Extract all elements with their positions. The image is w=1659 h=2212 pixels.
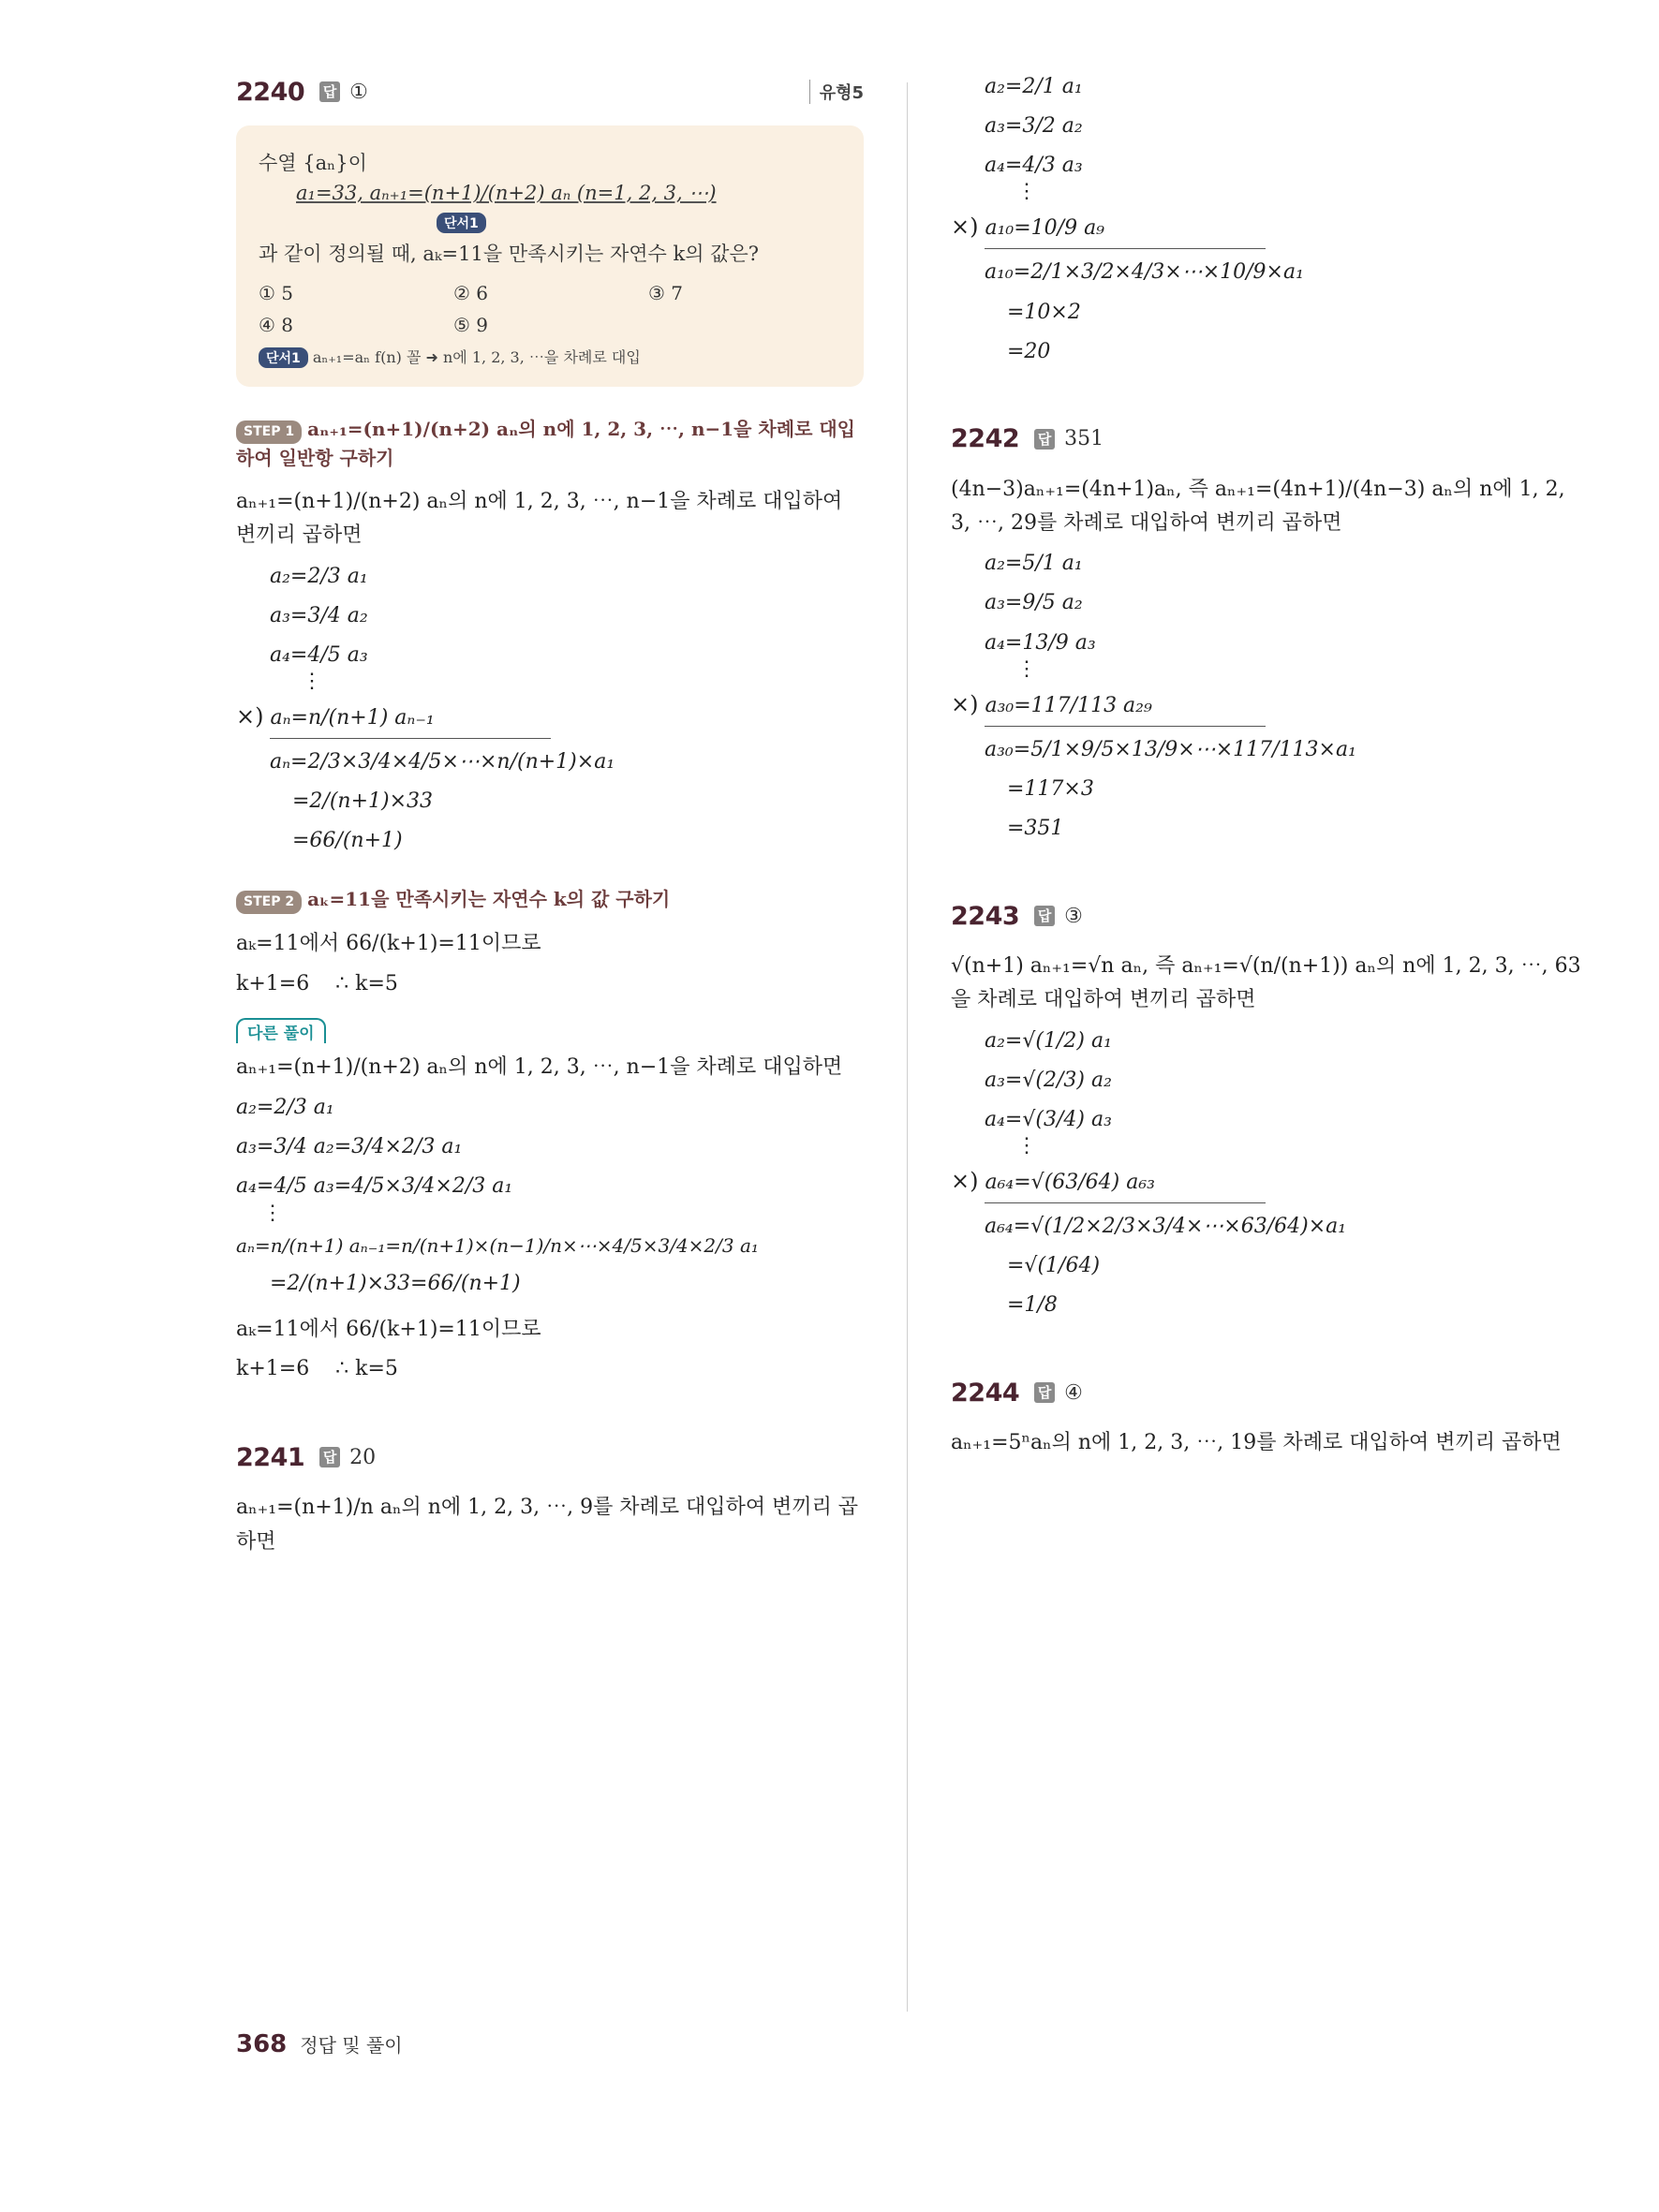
solution-text: aₙ₊₁=(n+1)/(n+2) aₙ의 n에 1, 2, 3, ⋯, n−1을 차례로 대입하여 변끼리 곱하면 [236, 490, 843, 548]
page-footer [236, 2030, 403, 2058]
question-line: 수열 {aₙ}이 [259, 152, 367, 174]
answer-value: 351 [1064, 427, 1104, 451]
solution-text: aₙ₊₁=(n+1)/n aₙ의 n에 1, 2, 3, ⋯, 9를 차례로 대입하여 변끼리 곱하면 [236, 1496, 859, 1554]
problem-2241-header [236, 1437, 864, 1478]
page-number: 368 [236, 2030, 288, 2058]
choice-4[interactable]: ④ 8 [259, 314, 294, 336]
equation: a₂=2/1 a₁ [985, 75, 1083, 98]
choice-3[interactable]: ③ 7 [648, 282, 684, 304]
product-rule [270, 738, 551, 739]
question-box [236, 125, 864, 387]
equation: =2/(n+1)×33 [292, 789, 434, 814]
equation: a₂=2/3 a₁ [270, 564, 368, 588]
problem-2244 [951, 1372, 1588, 1460]
problem-2241-continued [951, 71, 1588, 368]
equation: =2/(n+1)×33=66/(n+1) [270, 1271, 521, 1295]
solution-text: aₖ=11에서 66/(k+1)=11이므로 [236, 932, 541, 956]
column-divider [907, 82, 908, 2012]
equation: a₄=4/3 a₃ [985, 154, 1083, 178]
choice-5[interactable]: ⑤ 9 [453, 314, 489, 336]
problem-number: 2241 [236, 1442, 305, 1472]
equation: ×) aₙ=n/(n+1) aₙ₋₁ [236, 702, 435, 730]
answer-value: ③ [1064, 904, 1083, 928]
answer-badge: 답 [319, 1447, 340, 1467]
problem-number: 2242 [951, 424, 1020, 454]
solution-text: aₙ₊₁=(n+1)/(n+2) aₙ의 n에 1, 2, 3, ⋯, n−1을 차례로 대입하면 [236, 1054, 843, 1079]
equation: =351 [1007, 817, 1064, 840]
equation: a₃=3/4 a₂ [270, 603, 368, 627]
question-line: 과 같이 정의될 때, aₖ=11을 만족시키는 자연수 k의 값은? [259, 243, 759, 265]
ellipsis: ⋮ [1016, 1133, 1037, 1158]
problem-2243 [951, 895, 1588, 1321]
product-rule [985, 1202, 1266, 1203]
equation: a₃=3/2 a₂ [985, 114, 1083, 139]
equation: aₙ=2/3×3/4×4/5×⋯×n/(n+1)×a₁ [270, 750, 615, 774]
problem-2244-header [951, 1372, 1588, 1413]
step-1-heading: STEP 1 aₙ₊₁=(n+1)/(n+2) aₙ의 n에 1, 2, 3, ⋯, n−1을 차례로 대입하여 일반항 구하기 [236, 418, 855, 469]
equation: a₃=3/4 a₂=3/4×2/3 a₁ [236, 1135, 463, 1159]
problem-2241 [236, 1437, 864, 1559]
product-rule [985, 248, 1266, 249]
right-column [951, 71, 1588, 1461]
answer-value: ① [349, 80, 368, 104]
equation: a₄=4/5 a₃=4/5×3/4×2/3 a₁ [236, 1174, 513, 1199]
question-recurrence: a₁=33, aₙ₊₁=(n+1)/(n+2) aₙ (n=1, 2, 3, ⋯) [296, 182, 717, 204]
equation: =1/8 [1007, 1293, 1058, 1318]
equation: a₁₀=2/1×3/2×4/3×⋯×10/9×a₁ [985, 260, 1304, 285]
ellipsis: ⋮ [1016, 656, 1037, 681]
equation: =20 [1007, 339, 1051, 363]
solution-text: k+1=6 ∴ k=5 [236, 1356, 398, 1380]
step-badge: STEP 2 [236, 891, 302, 914]
footer-label: 정답 및 풀이 [300, 2034, 403, 2057]
equation: =10×2 [1007, 300, 1081, 324]
equation: ×) a₁₀=10/9 a₉ [951, 214, 1105, 241]
equation: =√(1/64) [1007, 1254, 1101, 1278]
product-rule [985, 726, 1266, 727]
problem-2242-header [951, 419, 1588, 460]
solution-text: k+1=6 ∴ k=5 [236, 971, 398, 995]
type-tag: 유형5 [809, 80, 864, 104]
solution-text: (4n−3)aₙ₊₁=(4n+1)aₙ, 즉 aₙ₊₁=(4n+1)/(4n−3) aₙ의 n에 1, 2, 3, ⋯, 29를 차례로 대입하여 변끼리 곱하면 [951, 477, 1565, 536]
choice-list [259, 282, 841, 336]
problem-2242 [951, 419, 1588, 845]
answer-badge: 답 [1034, 906, 1055, 926]
choice-2[interactable]: ② 6 [453, 282, 489, 304]
equation: a₃=9/5 a₂ [985, 591, 1083, 615]
choice-1[interactable]: ① 5 [259, 282, 294, 304]
equation: ×) a₃₀=117/113 a₂₉ [951, 690, 1152, 717]
answer-value: ④ [1064, 1380, 1083, 1405]
equation: a₃₀=5/1×9/5×13/9×⋯×117/113×a₁ [985, 737, 1356, 761]
equation: a₃=√(2/3) a₂ [985, 1068, 1112, 1092]
equation: a₄=4/5 a₃ [270, 642, 368, 667]
equation: a₄=√(3/4) a₃ [985, 1107, 1112, 1131]
answer-badge: 답 [1034, 429, 1055, 450]
solution-text: aₙ₊₁=5ⁿaₙ의 n에 1, 2, 3, ⋯, 19를 차례로 대입하여 변끼리 곱하면 [951, 1431, 1562, 1455]
problem-2240-header [236, 71, 864, 112]
equation: a₂=√(1/2) a₁ [985, 1028, 1112, 1053]
equation: a₂=2/3 a₁ [236, 1096, 334, 1120]
alt-solution-label: 다른 풀이 [236, 1018, 326, 1043]
problem-number: 2244 [951, 1378, 1020, 1408]
solution-text: √(n+1) aₙ₊₁=√n aₙ, 즉 aₙ₊₁=√(n/(n+1)) aₙ의 n에 1, 2, 3, ⋯, 63을 차례로 대입하여 변끼리 곱하면 [951, 954, 1581, 1012]
step-2-heading: STEP 2 aₖ=11을 만족시키는 자연수 k의 값 구하기 [236, 885, 864, 914]
step-badge: STEP 1 [236, 420, 302, 444]
problem-2243-header [951, 895, 1588, 936]
ellipsis: ⋮ [302, 669, 322, 693]
solution-text: aₖ=11에서 66/(k+1)=11이므로 [236, 1317, 541, 1341]
hint-badge: 단서1 [259, 347, 308, 368]
ellipsis: ⋮ [1016, 180, 1037, 204]
answer-badge: 답 [1034, 1382, 1055, 1403]
equation: ×) a₆₄=√(63/64) a₆₃ [951, 1167, 1156, 1194]
equation: a₆₄=√(1/2×2/3×3/4×⋯×63/64)×a₁ [985, 1215, 1347, 1239]
equation: a₂=5/1 a₁ [985, 552, 1083, 576]
equation: =66/(n+1) [292, 829, 403, 853]
equation: =117×3 [1007, 776, 1094, 801]
answer-badge: 답 [319, 81, 340, 102]
answer-value: 20 [349, 1445, 377, 1469]
problem-number: 2240 [236, 77, 305, 107]
ellipsis: ⋮ [262, 1201, 283, 1225]
left-column [236, 71, 864, 1559]
problem-number: 2243 [951, 901, 1020, 931]
clue-badge: 단서1 [437, 213, 486, 233]
equation: aₙ=n/(n+1) aₙ₋₁=n/(n+1)×(n−1)/n×⋯×4/5×3/4×2/3 a₁ [236, 1233, 759, 1257]
hint-line: 단서1 aₙ₊₁=aₙ f(n) 꼴 ➜ n에 1, 2, 3, ⋯을 차례로 대입 [259, 346, 841, 368]
equation: a₄=13/9 a₃ [985, 630, 1096, 655]
